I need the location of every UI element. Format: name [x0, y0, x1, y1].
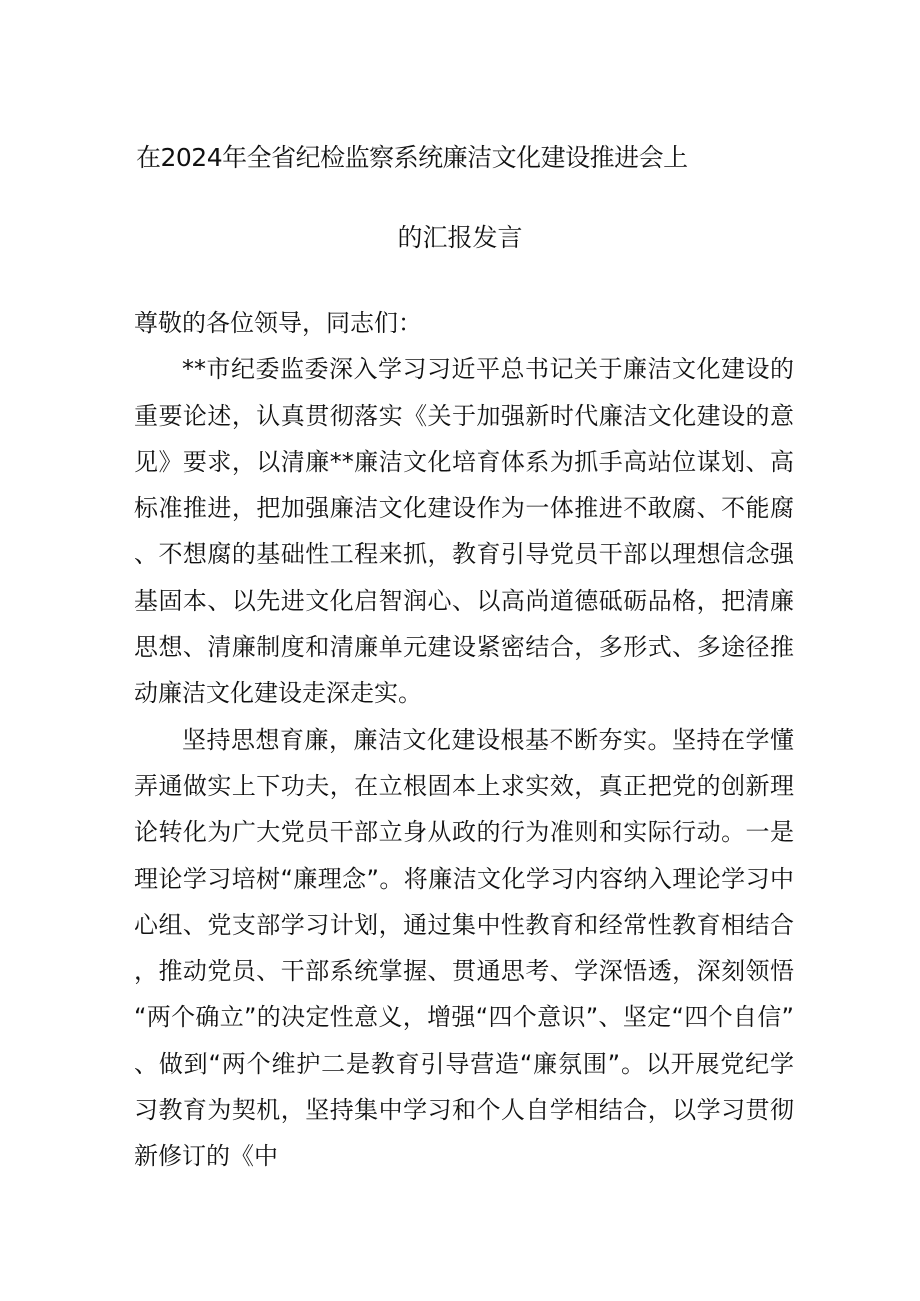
- document-title-line-1: 在2024年全省纪检监察系统廉洁文化建设推进会上: [136, 143, 688, 172]
- paragraph-2: 坚持思想育廉，廉洁文化建设根基不断夯实。坚持在学懂弄通做实上下功夫，在立根固本上求实效，真正把党的创新理论转化为广大党员干部立身从政的行为准则和实际行动。一是理论学习培树“廉理念”。将廉洁文化学习内容纳入理论学习中心组、党支部学习计划，通过集中性教育和经常性教育相结合，推动党员、干部系统掌握、贯通思考、学深悟透，深刻领悟“两个确立”的决定性意义，增强“四个意识”、坚定“四个自信”、做到“两个维护二是教育引导营造“廉氛围”。以开展党纪学习教育为契机，坚持集中学习和个人自学相结合，以学习贯彻新修订的《中: [134, 725, 794, 1171]
- paragraph-1: **市纪委监委深入学习习近平总书记关于廉洁文化建设的重要论述，认真贯彻落实《关于加强新时代廉洁文化建设的意见》要求，以清廉**廉洁文化培育体系为抓手高站位谋划、高标准推进，把加强廉洁文化建设作为一体推进不敢腐、不能腐、不想腐的基础性工程来抓，教育引导党员干部以理想信念强基固本、以先进文化启智润心、以高尚道德砥砺品格，把清廉思想、清廉制度和清廉单元建设紧密结合，多形式、多途径推动廉洁文化建设走深走实。: [134, 355, 794, 708]
- document-title-line-2: 的汇报发言: [397, 223, 523, 252]
- document-body: [134, 300, 794, 1180]
- salutation: 尊敬的各位领导，同志们：: [134, 309, 422, 337]
